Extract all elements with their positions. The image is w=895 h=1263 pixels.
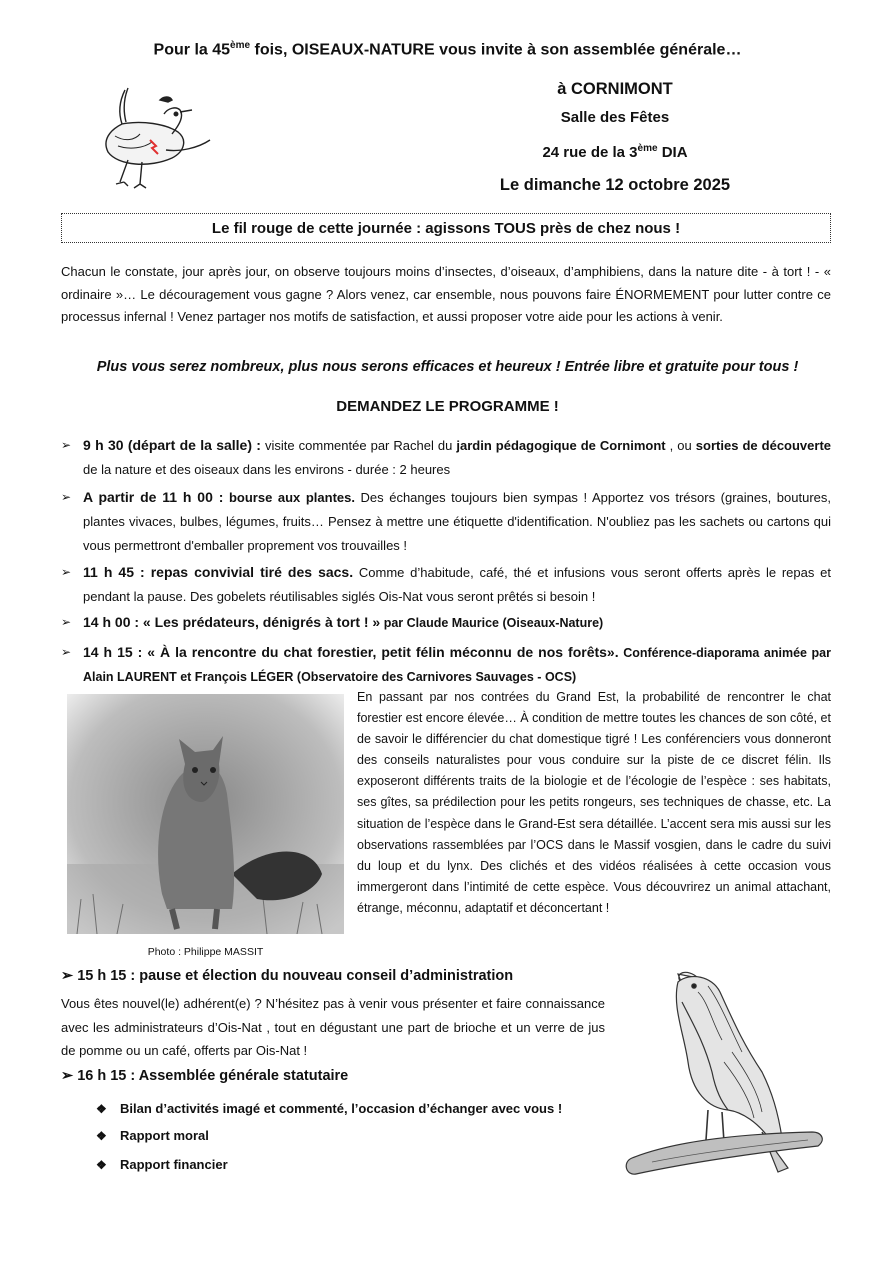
arrow-bullet-icon: ➢	[61, 565, 72, 579]
ag-point-text: Rapport financier	[120, 1157, 228, 1172]
item-bold: sorties de découverte	[695, 438, 832, 453]
arrow-bullet-icon: ➢	[61, 490, 72, 504]
ag-heading	[61, 1068, 348, 1084]
programme-item-1145	[61, 560, 831, 609]
item-bold: bourse aux plantes.	[223, 490, 355, 505]
pause-heading	[61, 968, 513, 984]
photo-credit: Photo : Philippe MASSIT	[147, 946, 264, 958]
programme-item-1100	[61, 485, 831, 558]
item-bold: Conférence-diaporama animée par Alain LAURENT et François LÉGER (Observatoire des Carnivores Sauvages - OCS)	[83, 646, 831, 684]
title-start: Pour la 45	[153, 41, 231, 59]
programme-item-0930	[61, 433, 831, 482]
address-superscript: ème	[637, 143, 658, 154]
item-time: A partir de 11 h 00 :	[83, 489, 224, 505]
arrow-bullet-icon: ➢	[61, 438, 72, 452]
pause-text: Vous êtes nouvel(le) adhérent(e) ? N’hésitez pas à venir vous présenter et faire connaissance avec les administrateurs d’Ois-Nat , tout en dégustant une part de brioche et un verre de jus de pomme ou un café, offerts par Ois-Nat !	[61, 996, 605, 1058]
arrow-bullet-icon: ➢	[61, 645, 72, 659]
ag-point	[96, 1101, 562, 1116]
ag-title: : Assemblée générale statutaire	[126, 1068, 349, 1084]
diamond-bullet-icon: ❖	[96, 1129, 107, 1143]
venue-hall: Salle des Fêtes	[560, 109, 670, 126]
diamond-bullet-icon: ❖	[96, 1102, 107, 1116]
item-text: visite commentée par Rachel du	[260, 438, 457, 453]
programme-item-1400	[61, 610, 831, 635]
item-text: , ou	[665, 438, 696, 453]
ag-point	[96, 1128, 209, 1143]
arrow-bullet-icon: ➢	[61, 1068, 78, 1084]
venue-address	[470, 143, 760, 161]
conference-description: En passant par nos contrées du Grand Est, la probabilité de rencontrer le chat forestier est encore élevée… À condition de mettre toutes les chances de son côté, et de savoir le différencier du chat domestique tigré ! Les conférenciers vous donneront des conseils naturalistes pour vous conduire sur la piste de ce discret félin. Ils exposeront différents traits de la biologie et de l’écologie de l’espèce : ses habitats, ses gîtes, sa prédilection pour les petits rongeurs, ses techniques de chasse, etc. La situation de l’espèce dans le Grand-Est sera détaillée. L’accent sera mis aussi sur les observations rassemblées par l’OCS dans le Massif vosgien, dans le cadre du suivi du loup et du lynx. Des clichés et des vidéos réalisées à cette occasion vous immergeront dans l’intimité de cette espèce. Vous découvrirez un animal attachant, étrange, méconnu, adaptatif et déconcertant !	[357, 690, 831, 915]
pause-title: : pause et élection du nouveau conseil d’administration	[126, 968, 514, 984]
ag-point	[96, 1157, 228, 1172]
item-bold: par Claude Maurice (Oiseaux-Nature)	[380, 616, 604, 630]
item-bold: : repas convivial tiré des sacs.	[134, 564, 354, 580]
title-end: fois, OISEAUX-NATURE vous invite à son assemblée générale…	[250, 41, 742, 59]
address-end: DIA	[657, 144, 688, 161]
ag-point-text: Bilan d’activités imagé et commenté, l’occasion d’échanger avec vous !	[120, 1101, 563, 1116]
event-date: Le dimanche 12 octobre 2025	[499, 176, 731, 194]
item-time: 9 h 30 (départ de la salle) :	[83, 437, 261, 453]
programme-item-1415	[61, 640, 831, 689]
item-text: Comme d’habitude, café, thé et infusions vous seront offerts après le repas et pendant la pause. Des gobelets réutilisables siglés Ois-Nat vous seront prêtés si besoin !	[83, 565, 831, 604]
theme-box	[61, 213, 831, 243]
ag-time: 16 h 15	[77, 1068, 127, 1084]
page-title	[0, 40, 895, 59]
address-start: 24 rue de la 3	[542, 144, 638, 161]
wren-drawing-icon	[80, 80, 215, 192]
ag-point-text: Rapport moral	[120, 1128, 209, 1143]
diamond-bullet-icon: ❖	[96, 1158, 107, 1172]
programme-heading: DEMANDEZ LE PROGRAMME !	[336, 398, 559, 415]
item-bold: jardin pédagogique de Cornimont	[456, 438, 666, 453]
slogan: Plus vous serez nombreux, plus nous serons efficaces et heureux ! Entrée libre et gratuite pour tous !	[96, 359, 799, 375]
theme-text: Le fil rouge de cette journée : agissons TOUS près de chez nous !	[211, 219, 681, 237]
item-time: 14 h 00 : « Les prédateurs, dénigrés à tort ! »	[83, 614, 381, 630]
intro-paragraph: Chacun le constate, jour après jour, on observe toujours moins d’insectes, d’oiseaux, d’amphibiens, dans la nature dite - à tort ! - « ordinaire »… Le découragement vous gagne ? Alors venez, car ensemble, nous pouvons faire ÉNORMEMENT pour lutter contre ce processus infernal ! Venez partager nos motifs de satisfaction, et aussi proposer votre aide pour les actions à venir.	[61, 264, 831, 324]
item-time: 14 h 15 : « À la rencontre du chat forestier, petit félin méconnu de nos forêts».	[83, 644, 619, 660]
pause-time: 15 h 15	[77, 968, 127, 984]
arrow-bullet-icon: ➢	[61, 968, 78, 984]
arrow-bullet-icon: ➢	[61, 615, 72, 629]
venue-town: à CORNIMONT	[557, 80, 673, 98]
title-superscript: ème	[230, 40, 251, 51]
item-time: 11 h 45	[83, 564, 134, 580]
wildcat-photo	[67, 694, 344, 934]
item-text: Des échanges toujours bien sympas ! Apportez vos trésors (graines, boutures, plantes vivaces, bulbes, légumes, fruits… Pensez à mettre une étiquette d'identification. N'oubliez pas les sachets ou cartons qui vous permettront d'emballer proprement vos trouvailles !	[83, 490, 832, 553]
item-text: de la nature et des oiseaux dans les environs - durée : 2 heures	[83, 462, 451, 477]
robin-drawing-icon	[612, 962, 834, 1190]
